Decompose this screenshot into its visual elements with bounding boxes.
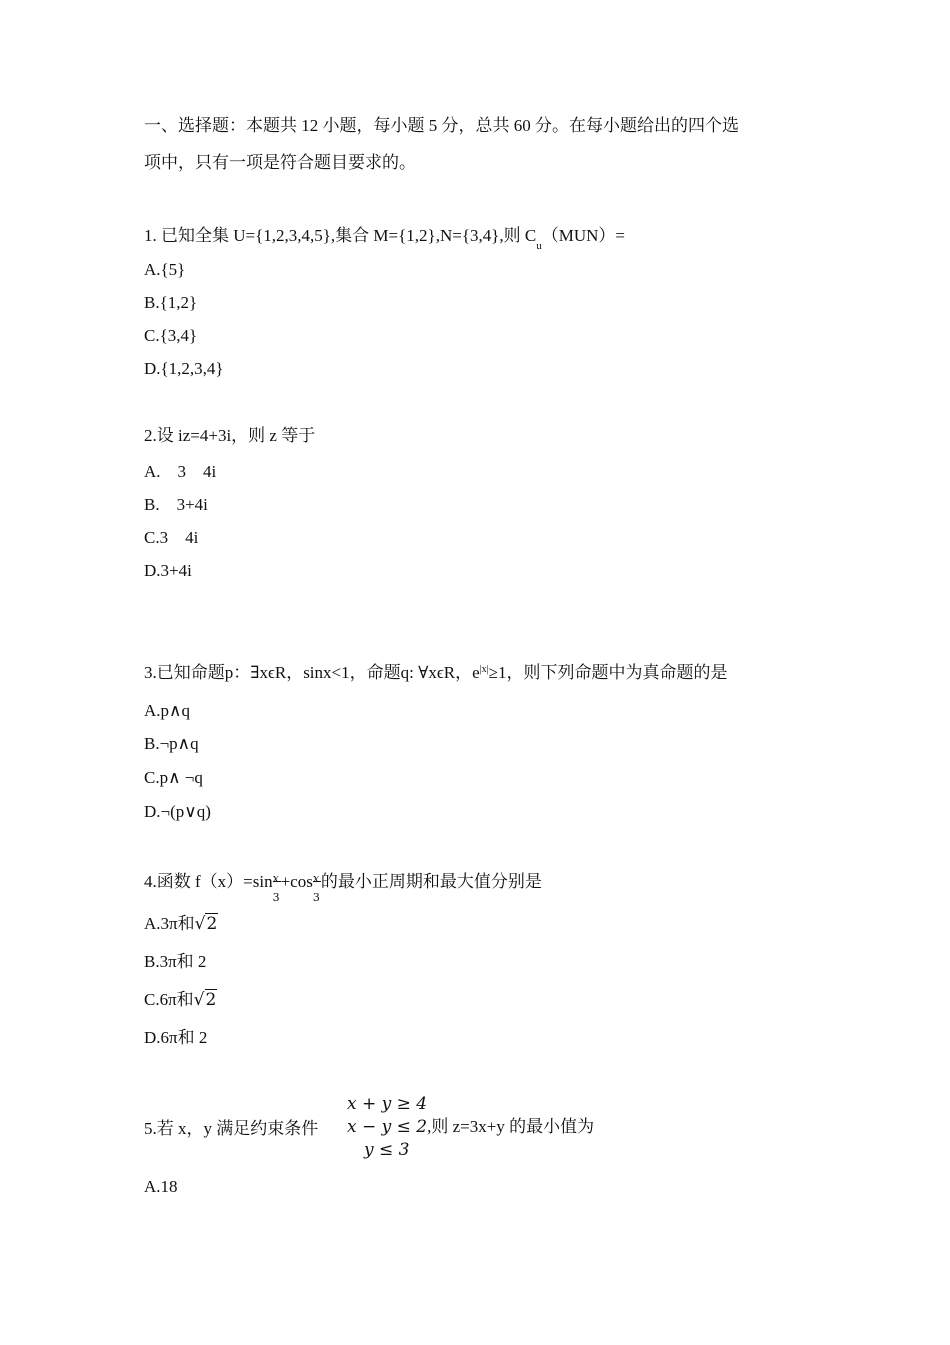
question-3-option-a: A.p∧q [144,701,190,720]
sqrt-2 [195,913,219,934]
question-3-stem-tail: ≥1，则下列命题中为真命题的是 [488,663,728,682]
sqrt-2 [194,989,218,1010]
sqrt-sign: √ [194,914,206,934]
fraction-bar [273,881,281,882]
fraction-bar [313,881,321,882]
fraction-x-over-3 [272,872,281,904]
fraction-denominator: 3 [272,891,280,904]
option-a-text: A.3π和 [144,914,195,933]
question-3-stem [144,663,727,686]
section-heading-line2: 项中，只有一项是符合题目要求的。 [144,153,416,172]
fraction-numerator: x [312,872,320,885]
exponent-abs-x: |x| [479,664,489,675]
question-1-stem-text: 1. 已知全集 U={1,2,3,4,5},集合 M={1,2},N={3,4},则 C [144,226,537,245]
question-5-option-a: A.18 [144,1177,178,1196]
fraction-denominator: 3 [312,891,320,904]
question-4-option-d: D.6π和 2 [144,1028,208,1047]
question-1-stem [144,226,625,252]
question-4-option-c [144,990,217,1010]
question-1-option-c: C.{3,4} [144,326,198,345]
question-1-option-b: B.{1,2} [144,293,198,312]
complement-subscript: u [536,240,542,252]
plus-cos: +cos [280,872,313,891]
question-1-option-a: A.{5} [144,260,186,279]
question-2-option-d: D.3+4i [144,561,192,580]
fraction-x-over-3 [312,872,321,904]
question-3-option-c: C.p∧ ¬q [144,768,203,787]
question-3-stem-text: 3.已知命题p：∃xϵR，sinx<1，命题q: ∀xϵR，e [144,663,480,682]
constraint-2: x − y ≤ 2 [347,1117,428,1137]
question-3-option-b: B.¬p∧q [144,734,199,753]
question-1-option-d: D.{1,2,3,4} [144,359,224,378]
question-4-option-b: B.3π和 2 [144,952,207,971]
question-4-stem-text: 4.函数 f（x）=sin [144,872,273,891]
sqrt-radicand: 2 [205,990,217,1010]
question-1-stem-tail: （MUN）= [541,226,625,245]
constraint-2-row [347,1116,594,1138]
section-heading-line1: 一、选择题：本题共 12 小题，每小题 5 分，总共 60 分。在每小题给出的四个选 [144,116,739,135]
question-5-stem: 5.若 x，y 满足约束条件 [144,1119,319,1138]
constraint-3: y ≤ 3 [364,1140,410,1160]
question-2-stem: 2.设 iz=4+3i，则 z 等于 [144,426,316,445]
question-4-stem [144,872,542,904]
question-4-stem-tail: 的最小正周期和最大值分别是 [320,872,542,891]
question-4-option-a [144,914,218,934]
question-2-option-a: A. 3 4i [144,462,217,481]
question-3-option-d: D.¬(p∨q) [144,802,211,821]
question-5-stem-tail: ,则 z=3x+y 的最小值为 [427,1117,595,1136]
question-2-option-b: B. 3+4i [144,495,208,514]
option-c-text: C.6π和 [144,990,194,1009]
fraction-numerator: x [272,872,279,885]
question-2-option-c: C.3 4i [144,528,199,547]
constraint-1: x + y ≥ 4 [347,1094,428,1114]
sqrt-sign: √ [193,990,205,1010]
sqrt-radicand: 2 [206,914,218,934]
